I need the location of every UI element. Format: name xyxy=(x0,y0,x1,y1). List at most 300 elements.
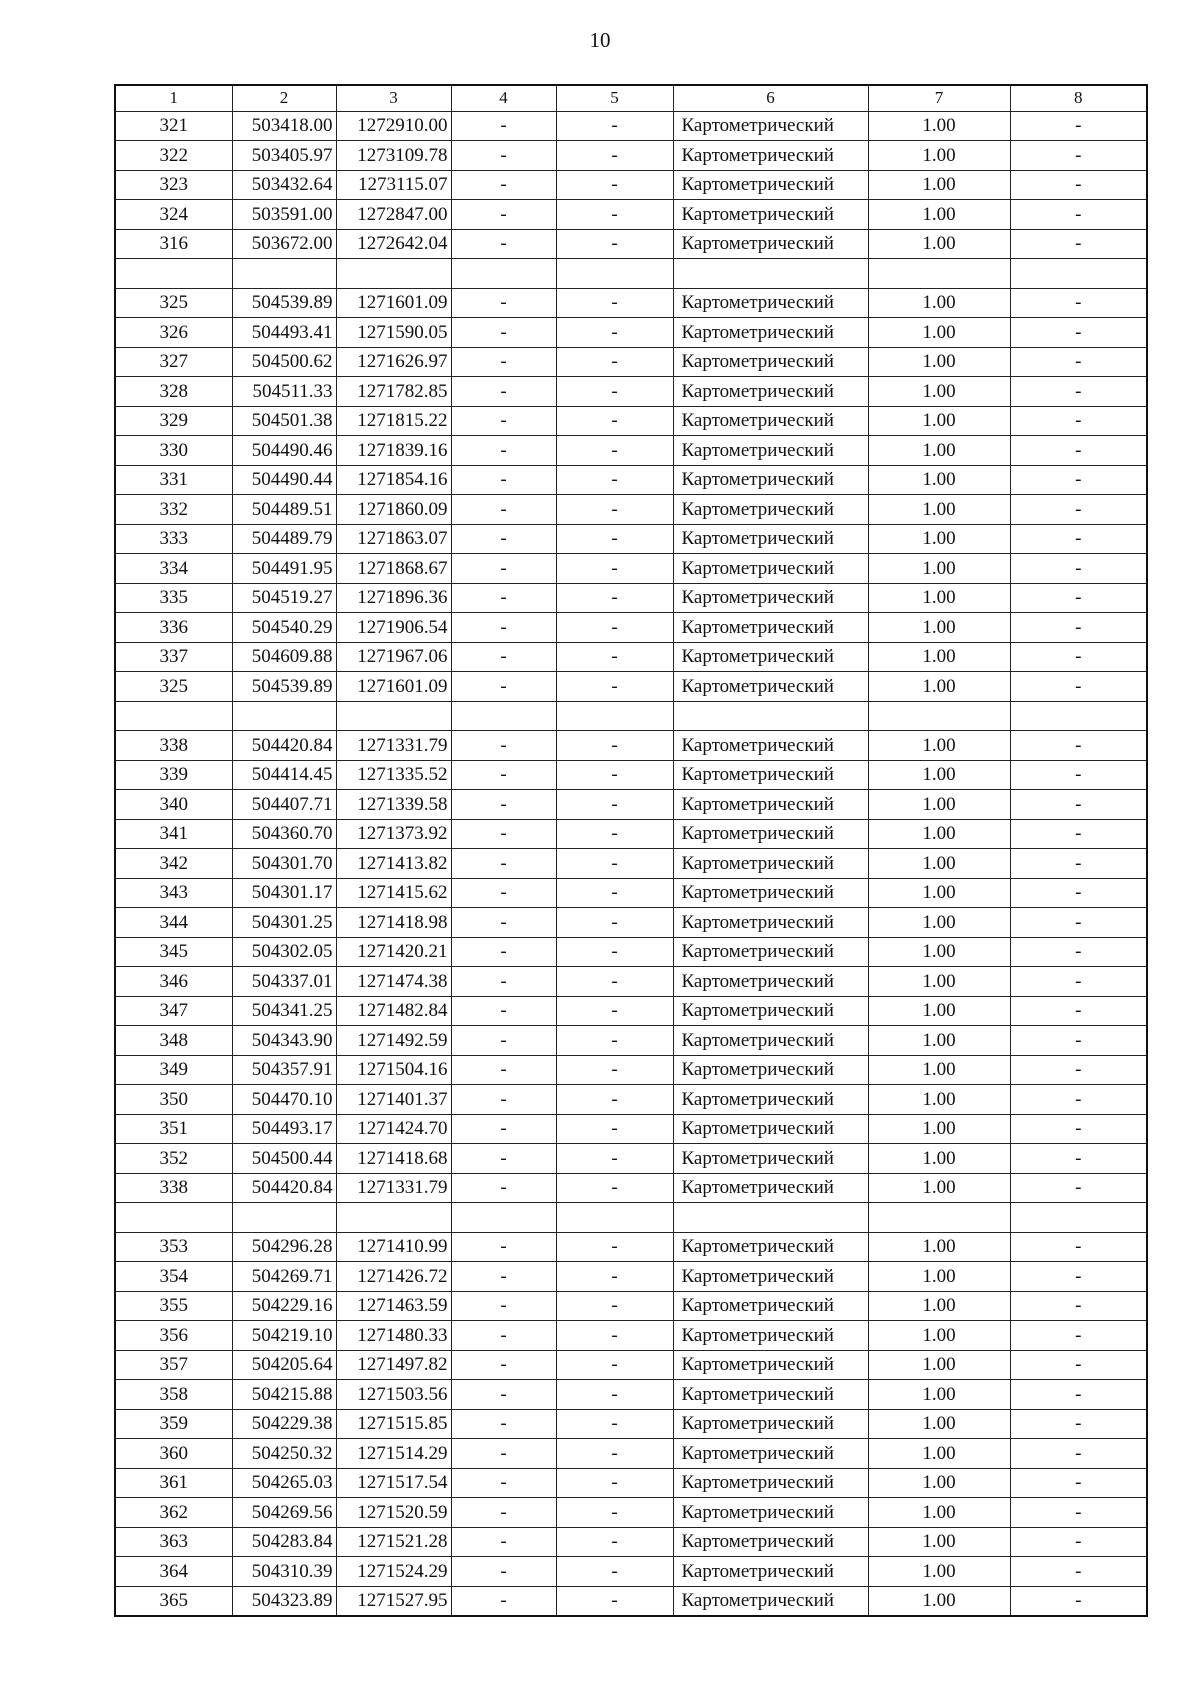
column-4-cell: - xyxy=(451,436,556,466)
point-number-cell: 327 xyxy=(115,347,232,377)
column-4-cell: - xyxy=(451,347,556,377)
method-cell: Картометрический xyxy=(673,967,868,997)
column-5-cell: - xyxy=(556,1439,673,1469)
method-cell: Картометрический xyxy=(673,1262,868,1292)
precision-cell: 1.00 xyxy=(868,170,1010,200)
y-coordinate-cell: 1272642.04 xyxy=(336,229,451,259)
point-number-cell: 343 xyxy=(115,878,232,908)
x-coordinate-cell: 504489.51 xyxy=(232,495,336,525)
column-8-cell: - xyxy=(1010,1173,1147,1203)
point-number-cell: 325 xyxy=(115,672,232,702)
point-number-cell: 337 xyxy=(115,642,232,672)
column-4-cell: - xyxy=(451,1468,556,1498)
column-4-cell: - xyxy=(451,819,556,849)
column-5-cell: - xyxy=(556,1232,673,1262)
column-8-cell: - xyxy=(1010,229,1147,259)
y-coordinate-cell: 1271503.56 xyxy=(336,1380,451,1410)
table-row xyxy=(115,1586,1147,1616)
column-header: 2 xyxy=(232,85,336,111)
x-coordinate-cell: 504205.64 xyxy=(232,1350,336,1380)
point-number-cell: 334 xyxy=(115,554,232,584)
precision-cell: 1.00 xyxy=(868,1380,1010,1410)
column-4-cell: - xyxy=(451,1380,556,1410)
table-row xyxy=(115,1527,1147,1557)
precision-cell: 1.00 xyxy=(868,996,1010,1026)
x-coordinate-cell: 504323.89 xyxy=(232,1586,336,1616)
column-5-cell: - xyxy=(556,200,673,230)
y-coordinate-cell: 1271601.09 xyxy=(336,288,451,318)
column-5-cell: - xyxy=(556,1055,673,1085)
column-8-cell: - xyxy=(1010,406,1147,436)
column-5-cell: - xyxy=(556,524,673,554)
x-coordinate-cell: 504283.84 xyxy=(232,1527,336,1557)
precision-cell: 1.00 xyxy=(868,318,1010,348)
column-5-cell xyxy=(556,701,673,731)
method-cell: Картометрический xyxy=(673,111,868,141)
y-coordinate-cell xyxy=(336,1203,451,1233)
y-coordinate-cell: 1271967.06 xyxy=(336,642,451,672)
y-coordinate-cell: 1271515.85 xyxy=(336,1409,451,1439)
table-row xyxy=(115,1439,1147,1469)
precision-cell xyxy=(868,701,1010,731)
column-8-cell: - xyxy=(1010,1262,1147,1292)
table-row xyxy=(115,701,1147,731)
column-4-cell: - xyxy=(451,1173,556,1203)
y-coordinate-cell: 1271854.16 xyxy=(336,465,451,495)
method-cell: Картометрический xyxy=(673,1114,868,1144)
point-number-cell: 349 xyxy=(115,1055,232,1085)
column-8-cell: - xyxy=(1010,554,1147,584)
column-4-cell: - xyxy=(451,111,556,141)
method-cell: Картометрический xyxy=(673,1557,868,1587)
point-number-cell: 338 xyxy=(115,1173,232,1203)
precision-cell: 1.00 xyxy=(868,908,1010,938)
x-coordinate-cell: 504219.10 xyxy=(232,1321,336,1351)
table-row xyxy=(115,1557,1147,1587)
y-coordinate-cell xyxy=(336,259,451,289)
table-body xyxy=(115,111,1147,1616)
column-8-cell: - xyxy=(1010,1498,1147,1528)
column-5-cell: - xyxy=(556,288,673,318)
method-cell: Картометрический xyxy=(673,170,868,200)
y-coordinate-cell: 1272847.00 xyxy=(336,200,451,230)
column-5-cell: - xyxy=(556,1586,673,1616)
precision-cell: 1.00 xyxy=(868,1291,1010,1321)
column-4-cell: - xyxy=(451,229,556,259)
y-coordinate-cell: 1271492.59 xyxy=(336,1026,451,1056)
precision-cell: 1.00 xyxy=(868,1173,1010,1203)
y-coordinate-cell: 1271590.05 xyxy=(336,318,451,348)
column-8-cell: - xyxy=(1010,141,1147,171)
table-row xyxy=(115,1114,1147,1144)
x-coordinate-cell: 504301.17 xyxy=(232,878,336,908)
method-cell: Картометрический xyxy=(673,1026,868,1056)
column-4-cell: - xyxy=(451,1085,556,1115)
x-coordinate-cell: 504407.71 xyxy=(232,790,336,820)
column-4-cell: - xyxy=(451,1144,556,1174)
x-coordinate-cell: 503405.97 xyxy=(232,141,336,171)
method-cell: Картометрический xyxy=(673,377,868,407)
method-cell xyxy=(673,701,868,731)
column-8-cell: - xyxy=(1010,111,1147,141)
y-coordinate-cell: 1271601.09 xyxy=(336,672,451,702)
precision-cell: 1.00 xyxy=(868,937,1010,967)
y-coordinate-cell: 1271420.21 xyxy=(336,937,451,967)
column-4-cell: - xyxy=(451,1114,556,1144)
x-coordinate-cell: 504269.71 xyxy=(232,1262,336,1292)
column-5-cell: - xyxy=(556,111,673,141)
column-8-cell: - xyxy=(1010,583,1147,613)
x-coordinate-cell: 504539.89 xyxy=(232,288,336,318)
table-row xyxy=(115,1055,1147,1085)
method-cell: Картометрический xyxy=(673,1527,868,1557)
column-8-cell: - xyxy=(1010,1586,1147,1616)
method-cell: Картометрический xyxy=(673,141,868,171)
column-5-cell: - xyxy=(556,1409,673,1439)
table-row xyxy=(115,1498,1147,1528)
column-8-cell: - xyxy=(1010,1350,1147,1380)
x-coordinate-cell: 504511.33 xyxy=(232,377,336,407)
table-row xyxy=(115,672,1147,702)
x-coordinate-cell: 504540.29 xyxy=(232,613,336,643)
column-4-cell: - xyxy=(451,465,556,495)
column-5-cell: - xyxy=(556,1026,673,1056)
table-row xyxy=(115,819,1147,849)
method-cell: Картометрический xyxy=(673,1409,868,1439)
y-coordinate-cell: 1271896.36 xyxy=(336,583,451,613)
column-4-cell: - xyxy=(451,849,556,879)
point-number-cell: 339 xyxy=(115,760,232,790)
precision-cell: 1.00 xyxy=(868,200,1010,230)
column-4-cell: - xyxy=(451,1321,556,1351)
column-4-cell: - xyxy=(451,790,556,820)
column-5-cell: - xyxy=(556,819,673,849)
column-header: 1 xyxy=(115,85,232,111)
precision-cell: 1.00 xyxy=(868,790,1010,820)
method-cell: Картометрический xyxy=(673,1586,868,1616)
precision-cell: 1.00 xyxy=(868,377,1010,407)
point-number-cell: 348 xyxy=(115,1026,232,1056)
column-8-cell: - xyxy=(1010,760,1147,790)
precision-cell: 1.00 xyxy=(868,288,1010,318)
precision-cell: 1.00 xyxy=(868,1144,1010,1174)
point-number-cell: 338 xyxy=(115,731,232,761)
page-number: 10 xyxy=(589,28,611,52)
y-coordinate-cell: 1271517.54 xyxy=(336,1468,451,1498)
y-coordinate-cell: 1271497.82 xyxy=(336,1350,451,1380)
method-cell: Картометрический xyxy=(673,819,868,849)
table-row xyxy=(115,259,1147,289)
column-8-cell: - xyxy=(1010,1026,1147,1056)
table-row xyxy=(115,495,1147,525)
method-cell: Картометрический xyxy=(673,1232,868,1262)
precision-cell: 1.00 xyxy=(868,406,1010,436)
y-coordinate-cell: 1271401.37 xyxy=(336,1085,451,1115)
column-5-cell: - xyxy=(556,672,673,702)
column-8-cell: - xyxy=(1010,1055,1147,1085)
point-number-cell xyxy=(115,701,232,731)
point-number-cell: 316 xyxy=(115,229,232,259)
x-coordinate-cell: 503432.64 xyxy=(232,170,336,200)
column-8-cell: - xyxy=(1010,878,1147,908)
x-coordinate-cell: 504414.45 xyxy=(232,760,336,790)
table-row xyxy=(115,436,1147,466)
point-number-cell: 354 xyxy=(115,1262,232,1292)
column-8-cell xyxy=(1010,1203,1147,1233)
column-5-cell: - xyxy=(556,1557,673,1587)
column-4-cell: - xyxy=(451,1527,556,1557)
column-5-cell: - xyxy=(556,406,673,436)
column-5-cell: - xyxy=(556,465,673,495)
x-coordinate-cell: 504519.27 xyxy=(232,583,336,613)
column-8-cell: - xyxy=(1010,1232,1147,1262)
method-cell: Картометрический xyxy=(673,347,868,377)
method-cell: Картометрический xyxy=(673,1498,868,1528)
point-number-cell: 340 xyxy=(115,790,232,820)
column-4-cell: - xyxy=(451,318,556,348)
table-row xyxy=(115,790,1147,820)
column-4-cell: - xyxy=(451,1409,556,1439)
method-cell: Картометрический xyxy=(673,229,868,259)
method-cell: Картометрический xyxy=(673,524,868,554)
table-row xyxy=(115,141,1147,171)
column-4-cell: - xyxy=(451,141,556,171)
precision-cell: 1.00 xyxy=(868,524,1010,554)
column-8-cell: - xyxy=(1010,908,1147,938)
column-8-cell: - xyxy=(1010,1380,1147,1410)
x-coordinate-cell: 504301.25 xyxy=(232,908,336,938)
precision-cell: 1.00 xyxy=(868,613,1010,643)
precision-cell: 1.00 xyxy=(868,1055,1010,1085)
column-4-cell: - xyxy=(451,672,556,702)
y-coordinate-cell: 1273109.78 xyxy=(336,141,451,171)
column-8-cell: - xyxy=(1010,642,1147,672)
x-coordinate-cell: 504229.38 xyxy=(232,1409,336,1439)
x-coordinate-cell: 504609.88 xyxy=(232,642,336,672)
precision-cell: 1.00 xyxy=(868,229,1010,259)
table-row xyxy=(115,1232,1147,1262)
column-4-cell: - xyxy=(451,583,556,613)
x-coordinate-cell: 504420.84 xyxy=(232,731,336,761)
y-coordinate-cell: 1271373.92 xyxy=(336,819,451,849)
column-5-cell: - xyxy=(556,554,673,584)
method-cell xyxy=(673,1203,868,1233)
column-5-cell: - xyxy=(556,1144,673,1174)
column-header: 8 xyxy=(1010,85,1147,111)
column-4-cell: - xyxy=(451,288,556,318)
column-8-cell: - xyxy=(1010,1409,1147,1439)
column-5-cell: - xyxy=(556,1468,673,1498)
point-number-cell: 360 xyxy=(115,1439,232,1469)
precision-cell: 1.00 xyxy=(868,849,1010,879)
column-8-cell: - xyxy=(1010,967,1147,997)
x-coordinate-cell: 504360.70 xyxy=(232,819,336,849)
column-5-cell: - xyxy=(556,1173,673,1203)
column-5-cell: - xyxy=(556,937,673,967)
precision-cell: 1.00 xyxy=(868,1085,1010,1115)
column-5-cell: - xyxy=(556,642,673,672)
y-coordinate-cell: 1271410.99 xyxy=(336,1232,451,1262)
column-4-cell: - xyxy=(451,642,556,672)
x-coordinate-cell: 504337.01 xyxy=(232,967,336,997)
point-number-cell: 336 xyxy=(115,613,232,643)
method-cell xyxy=(673,259,868,289)
precision-cell: 1.00 xyxy=(868,760,1010,790)
method-cell: Картометрический xyxy=(673,583,868,613)
column-5-cell: - xyxy=(556,318,673,348)
y-coordinate-cell: 1271480.33 xyxy=(336,1321,451,1351)
column-5-cell: - xyxy=(556,1527,673,1557)
point-number-cell: 347 xyxy=(115,996,232,1026)
y-coordinate-cell: 1271626.97 xyxy=(336,347,451,377)
table-row xyxy=(115,288,1147,318)
y-coordinate-cell: 1271868.67 xyxy=(336,554,451,584)
y-coordinate-cell: 1271524.29 xyxy=(336,1557,451,1587)
column-8-cell: - xyxy=(1010,524,1147,554)
column-4-cell: - xyxy=(451,524,556,554)
x-coordinate-cell: 504539.89 xyxy=(232,672,336,702)
point-number-cell: 322 xyxy=(115,141,232,171)
column-5-cell: - xyxy=(556,1498,673,1528)
y-coordinate-cell: 1271415.62 xyxy=(336,878,451,908)
column-5-cell: - xyxy=(556,1291,673,1321)
table-row xyxy=(115,1468,1147,1498)
point-number-cell: 359 xyxy=(115,1409,232,1439)
method-cell: Картометрический xyxy=(673,200,868,230)
x-coordinate-cell: 504490.44 xyxy=(232,465,336,495)
precision-cell: 1.00 xyxy=(868,642,1010,672)
point-number-cell: 362 xyxy=(115,1498,232,1528)
method-cell: Картометрический xyxy=(673,318,868,348)
point-number-cell: 358 xyxy=(115,1380,232,1410)
point-number-cell: 330 xyxy=(115,436,232,466)
column-4-cell: - xyxy=(451,613,556,643)
column-5-cell: - xyxy=(556,1350,673,1380)
column-8-cell: - xyxy=(1010,996,1147,1026)
column-4-cell: - xyxy=(451,1055,556,1085)
y-coordinate-cell: 1273115.07 xyxy=(336,170,451,200)
x-coordinate-cell: 504310.39 xyxy=(232,1557,336,1587)
precision-cell: 1.00 xyxy=(868,141,1010,171)
column-5-cell: - xyxy=(556,495,673,525)
column-8-cell: - xyxy=(1010,347,1147,377)
method-cell: Картометрический xyxy=(673,613,868,643)
point-number-cell: 345 xyxy=(115,937,232,967)
x-coordinate-cell: 504500.44 xyxy=(232,1144,336,1174)
point-number-cell: 341 xyxy=(115,819,232,849)
y-coordinate-cell: 1271331.79 xyxy=(336,731,451,761)
column-4-cell: - xyxy=(451,495,556,525)
column-header: 4 xyxy=(451,85,556,111)
y-coordinate-cell: 1271474.38 xyxy=(336,967,451,997)
table-row xyxy=(115,1262,1147,1292)
precision-cell: 1.00 xyxy=(868,583,1010,613)
column-5-cell: - xyxy=(556,229,673,259)
column-8-cell: - xyxy=(1010,613,1147,643)
y-coordinate-cell: 1271418.68 xyxy=(336,1144,451,1174)
x-coordinate-cell xyxy=(232,259,336,289)
column-4-cell: - xyxy=(451,377,556,407)
precision-cell: 1.00 xyxy=(868,1321,1010,1351)
method-cell: Картометрический xyxy=(673,1085,868,1115)
y-coordinate-cell xyxy=(336,701,451,731)
point-number-cell: 328 xyxy=(115,377,232,407)
column-4-cell: - xyxy=(451,996,556,1026)
point-number-cell: 335 xyxy=(115,583,232,613)
precision-cell: 1.00 xyxy=(868,495,1010,525)
method-cell: Картометрический xyxy=(673,731,868,761)
point-number-cell: 342 xyxy=(115,849,232,879)
precision-cell: 1.00 xyxy=(868,672,1010,702)
method-cell: Картометрический xyxy=(673,672,868,702)
method-cell: Картометрический xyxy=(673,849,868,879)
y-coordinate-cell: 1271906.54 xyxy=(336,613,451,643)
coordinates-table xyxy=(114,84,1148,1617)
y-coordinate-cell: 1271339.58 xyxy=(336,790,451,820)
x-coordinate-cell: 504500.62 xyxy=(232,347,336,377)
x-coordinate-cell: 504301.70 xyxy=(232,849,336,879)
precision-cell: 1.00 xyxy=(868,1232,1010,1262)
column-5-cell: - xyxy=(556,170,673,200)
column-4-cell xyxy=(451,259,556,289)
precision-cell: 1.00 xyxy=(868,1439,1010,1469)
table-row xyxy=(115,908,1147,938)
method-cell: Картометрический xyxy=(673,554,868,584)
precision-cell: 1.00 xyxy=(868,731,1010,761)
table-row xyxy=(115,1291,1147,1321)
precision-cell: 1.00 xyxy=(868,1026,1010,1056)
x-coordinate-cell xyxy=(232,1203,336,1233)
precision-cell: 1.00 xyxy=(868,1350,1010,1380)
point-number-cell: 333 xyxy=(115,524,232,554)
column-8-cell: - xyxy=(1010,1085,1147,1115)
method-cell: Картометрический xyxy=(673,495,868,525)
column-4-cell: - xyxy=(451,1291,556,1321)
column-header: 3 xyxy=(336,85,451,111)
column-4-cell: - xyxy=(451,406,556,436)
column-8-cell: - xyxy=(1010,1144,1147,1174)
precision-cell xyxy=(868,1203,1010,1233)
column-5-cell: - xyxy=(556,436,673,466)
point-number-cell: 332 xyxy=(115,495,232,525)
table-row xyxy=(115,731,1147,761)
column-8-cell xyxy=(1010,259,1147,289)
y-coordinate-cell: 1271527.95 xyxy=(336,1586,451,1616)
y-coordinate-cell: 1271860.09 xyxy=(336,495,451,525)
y-coordinate-cell: 1271335.52 xyxy=(336,760,451,790)
table-row xyxy=(115,1085,1147,1115)
precision-cell: 1.00 xyxy=(868,465,1010,495)
column-5-cell: - xyxy=(556,1380,673,1410)
precision-cell: 1.00 xyxy=(868,1468,1010,1498)
point-number-cell: 353 xyxy=(115,1232,232,1262)
precision-cell: 1.00 xyxy=(868,967,1010,997)
point-number-cell: 324 xyxy=(115,200,232,230)
column-5-cell: - xyxy=(556,141,673,171)
table-row xyxy=(115,1380,1147,1410)
point-number-cell: 363 xyxy=(115,1527,232,1557)
table-row xyxy=(115,229,1147,259)
precision-cell: 1.00 xyxy=(868,1557,1010,1587)
column-5-cell: - xyxy=(556,1114,673,1144)
y-coordinate-cell: 1271863.07 xyxy=(336,524,451,554)
x-coordinate-cell: 504341.25 xyxy=(232,996,336,1026)
method-cell: Картометрический xyxy=(673,1350,868,1380)
column-header: 5 xyxy=(556,85,673,111)
method-cell: Картометрический xyxy=(673,436,868,466)
method-cell: Картометрический xyxy=(673,760,868,790)
precision-cell xyxy=(868,259,1010,289)
